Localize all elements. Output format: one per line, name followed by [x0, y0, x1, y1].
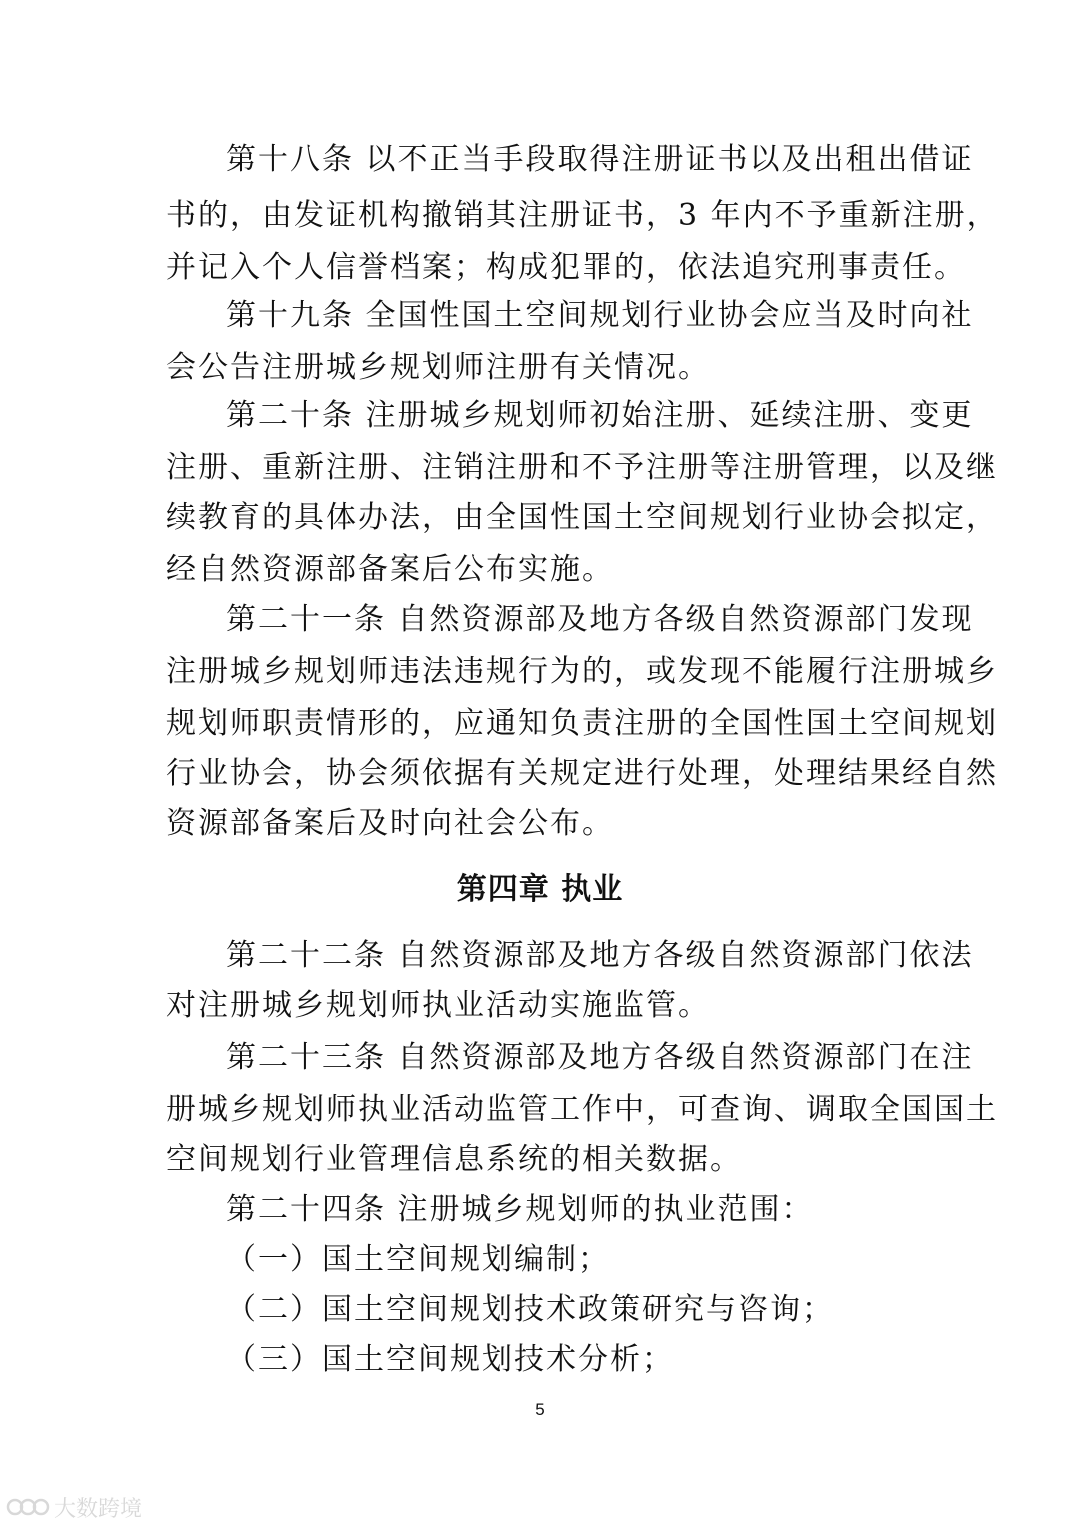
article-20-line-1: 第二十条 注册城乡规划师初始注册、延续注册、变更 [226, 398, 974, 433]
watermark-text: 大数跨境 [54, 1496, 143, 1522]
article-23-line-1: 第二十三条 自然资源部及地方各级自然资源部门在注 [226, 1040, 974, 1075]
article-19-line-1: 第十九条 全国性国土空间规划行业协会应当及时向社 [226, 298, 974, 333]
article-19-line-2: 会公告注册城乡规划师注册有关情况。 [166, 350, 710, 385]
article-21-line-3: 规划师职责情形的，应通知负责注册的全国性国土空间规划 [166, 706, 998, 741]
watermark [6, 1492, 142, 1522]
page-number: 5 [535, 1400, 545, 1419]
article-24-line-1: 第二十四条 注册城乡规划师的执业范围： [226, 1192, 814, 1227]
article-23-line-2: 册城乡规划师执业活动监管工作中，可查询、调取全国国土 [166, 1092, 998, 1127]
article-21-line-4: 行业协会，协会须依据有关规定进行处理，处理结果经自然 [166, 756, 998, 791]
chapter-title: 第四章 执业 [456, 872, 624, 907]
article-18-line-3: 并记入个人信誉档案；构成犯罪的，依法追究刑事责任。 [166, 250, 966, 285]
article-18-line-1: 第十八条 以不正当手段取得注册证书以及出租出借证 [226, 142, 974, 177]
article-22-line-2: 对注册城乡规划师执业活动实施监管。 [166, 988, 710, 1023]
scope-item-3: （三）国土空间规划技术分析； [226, 1342, 674, 1377]
article-20-line-3: 续教育的具体办法，由全国性国土空间规划行业协会拟定， [166, 500, 998, 535]
watermark-logo-icon [6, 1494, 50, 1520]
article-18-line-2: 书的，由发证机构撤销其注册证书，3 年内不予重新注册， [166, 198, 999, 233]
article-20-line-4: 经自然资源部备案后公布实施。 [166, 552, 614, 587]
scope-item-2: （二）国土空间规划技术政策研究与咨询； [226, 1292, 834, 1327]
article-20-line-2: 注册、重新注册、注销注册和不予注册等注册管理，以及继 [166, 450, 998, 485]
article-21-line-2: 注册城乡规划师违法违规行为的，或发现不能履行注册城乡 [166, 654, 998, 689]
article-21-line-1: 第二十一条 自然资源部及地方各级自然资源部门发现 [226, 602, 974, 637]
article-21-line-5: 资源部备案后及时向社会公布。 [166, 806, 614, 841]
article-23-line-3: 空间规划行业管理信息系统的相关数据。 [166, 1142, 742, 1177]
scope-item-1: （一）国土空间规划编制； [226, 1242, 610, 1277]
article-22-line-1: 第二十二条 自然资源部及地方各级自然资源部门依法 [226, 938, 974, 973]
